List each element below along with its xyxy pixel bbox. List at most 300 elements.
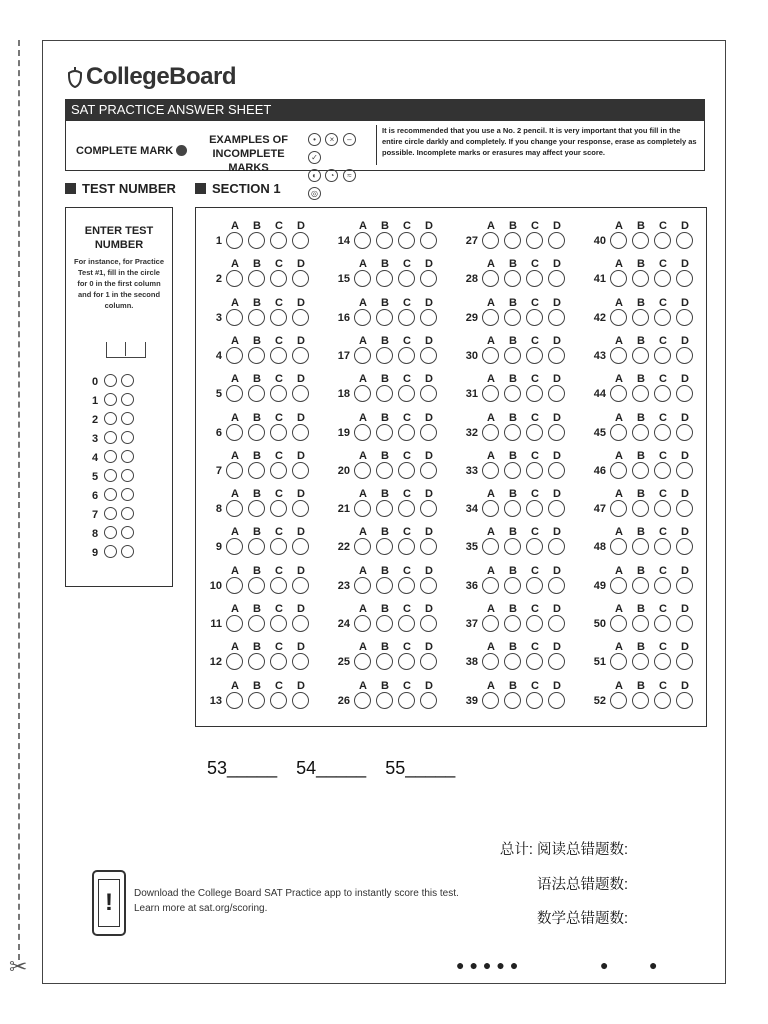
timing-marks-right: ● ●	[600, 957, 663, 973]
bubble-34-a[interactable]	[482, 500, 499, 517]
bubble-20-c[interactable]	[398, 462, 415, 479]
bubble-30-b[interactable]	[504, 347, 521, 364]
bubble-51-c[interactable]	[654, 653, 671, 670]
question-23	[332, 565, 442, 603]
bubble-2-d[interactable]	[292, 270, 309, 287]
choice-letters	[352, 258, 442, 270]
bubble-1-a[interactable]	[226, 232, 243, 249]
choice-letters	[352, 373, 442, 385]
bubble-40-a[interactable]	[610, 232, 627, 249]
digit-bubble-second-column[interactable]	[121, 374, 134, 387]
bubble-41-d[interactable]	[676, 270, 693, 287]
bubble-24-c[interactable]	[398, 615, 415, 632]
bubble-29-d[interactable]	[548, 309, 565, 326]
answer-bubbles	[354, 309, 442, 331]
bubble-52-b[interactable]	[632, 692, 649, 709]
bubble-35-c[interactable]	[526, 538, 543, 555]
choice-letters	[608, 526, 698, 538]
bubble-22-a[interactable]	[354, 538, 371, 555]
bubble-7-b[interactable]	[248, 462, 265, 479]
bubble-37-c[interactable]	[526, 615, 543, 632]
choice-letter: B	[253, 258, 261, 271]
bubble-34-c[interactable]	[526, 500, 543, 517]
bubble-33-d[interactable]	[548, 462, 565, 479]
question-42	[588, 297, 698, 335]
bubble-14-d[interactable]	[420, 232, 437, 249]
bubble-13-c[interactable]	[270, 692, 287, 709]
app-promo-line-1: Download the College Board SAT Practice app to instantly score this test.	[134, 888, 459, 899]
digit-bubble-second-column[interactable]	[121, 526, 134, 539]
bubble-3-d[interactable]	[292, 309, 309, 326]
bubble-33-a[interactable]	[482, 462, 499, 479]
choice-letter: A	[615, 334, 623, 347]
bubble-15-b[interactable]	[376, 270, 393, 287]
bubble-47-c[interactable]	[654, 500, 671, 517]
bubble-7-a[interactable]	[226, 462, 243, 479]
bubble-26-c[interactable]	[398, 692, 415, 709]
choice-letter: A	[487, 258, 495, 271]
bubble-34-d[interactable]	[548, 500, 565, 517]
bubble-28-c[interactable]	[526, 270, 543, 287]
bubble-17-b[interactable]	[376, 347, 393, 364]
bubble-27-a[interactable]	[482, 232, 499, 249]
bubble-35-a[interactable]	[482, 538, 499, 555]
bubble-38-b[interactable]	[504, 653, 521, 670]
bubble-27-c[interactable]	[526, 232, 543, 249]
answer-bubbles	[226, 538, 314, 560]
bubble-12-a[interactable]	[226, 653, 243, 670]
bubble-3-b[interactable]	[248, 309, 265, 326]
bubble-15-d[interactable]	[420, 270, 437, 287]
choice-letter: B	[381, 679, 389, 692]
bubble-10-d[interactable]	[292, 577, 309, 594]
bubble-45-b[interactable]	[632, 424, 649, 441]
bubble-42-b[interactable]	[632, 309, 649, 326]
bubble-8-c[interactable]	[270, 500, 287, 517]
bubble-4-c[interactable]	[270, 347, 287, 364]
bubble-46-d[interactable]	[676, 462, 693, 479]
digit-bubble-second-column[interactable]	[121, 393, 134, 406]
total-math-errors: 数学总错题数:	[536, 911, 628, 927]
bubble-18-c[interactable]	[398, 385, 415, 402]
bubble-37-b[interactable]	[504, 615, 521, 632]
bubble-11-d[interactable]	[292, 615, 309, 632]
bubble-48-c[interactable]	[654, 538, 671, 555]
choice-letters	[608, 220, 698, 232]
choice-letter: C	[531, 220, 539, 232]
question-number: 48	[593, 541, 606, 554]
digit-bubble-first-column[interactable]	[104, 488, 117, 501]
bubble-48-b[interactable]	[632, 538, 649, 555]
bubble-8-d[interactable]	[292, 500, 309, 517]
bubble-31-a[interactable]	[482, 385, 499, 402]
bubble-47-a[interactable]	[610, 500, 627, 517]
choice-letters	[224, 335, 314, 347]
bubble-28-d[interactable]	[548, 270, 565, 287]
bubble-50-b[interactable]	[632, 615, 649, 632]
question-47	[588, 488, 698, 526]
choice-letter: A	[615, 641, 623, 654]
acorn-icon	[66, 66, 84, 88]
bubble-43-d[interactable]	[676, 347, 693, 364]
bubble-22-b[interactable]	[376, 538, 393, 555]
choice-letter: B	[381, 603, 389, 615]
question-16	[332, 297, 442, 335]
bubble-39-d[interactable]	[548, 692, 565, 709]
bubble-43-a[interactable]	[610, 347, 627, 364]
choice-letters	[608, 488, 698, 500]
bubble-25-a[interactable]	[354, 653, 371, 670]
bubble-6-a[interactable]	[226, 424, 243, 441]
bubble-44-b[interactable]	[632, 385, 649, 402]
bubble-5-c[interactable]	[270, 385, 287, 402]
bubble-47-b[interactable]	[632, 500, 649, 517]
bubble-31-d[interactable]	[548, 385, 565, 402]
bubble-31-b[interactable]	[504, 385, 521, 402]
bubble-30-d[interactable]	[548, 347, 565, 364]
bubble-20-d[interactable]	[420, 462, 437, 479]
bubble-49-d[interactable]	[676, 577, 693, 594]
bubble-21-d[interactable]	[420, 500, 437, 517]
question-25	[332, 641, 442, 679]
choice-letter: D	[297, 641, 305, 654]
digit-bubble-first-column[interactable]	[104, 412, 117, 425]
choice-letters	[608, 373, 698, 385]
bubble-21-c[interactable]	[398, 500, 415, 517]
bubble-41-c[interactable]	[654, 270, 671, 287]
bubble-26-b[interactable]	[376, 692, 393, 709]
bubble-41-b[interactable]	[632, 270, 649, 287]
bubble-12-b[interactable]	[248, 653, 265, 670]
bubble-1-c[interactable]	[270, 232, 287, 249]
digit-bubble-second-column[interactable]	[121, 545, 134, 558]
bubble-19-b[interactable]	[376, 424, 393, 441]
digit-bubble-first-column[interactable]	[104, 393, 117, 406]
choice-letter: A	[615, 449, 623, 462]
section-heading: SECTION 1	[195, 181, 281, 196]
bubble-48-a[interactable]	[610, 538, 627, 555]
choice-letter: D	[425, 679, 433, 692]
question-number: 20	[337, 464, 350, 477]
bubble-25-d[interactable]	[420, 653, 437, 670]
bubble-6-d[interactable]	[292, 424, 309, 441]
bubble-35-b[interactable]	[504, 538, 521, 555]
test-number-heading: TEST NUMBER	[65, 181, 176, 196]
bubble-49-c[interactable]	[654, 577, 671, 594]
bubble-17-c[interactable]	[398, 347, 415, 364]
bubble-19-c[interactable]	[398, 424, 415, 441]
bubble-27-d[interactable]	[548, 232, 565, 249]
bubble-51-a[interactable]	[610, 653, 627, 670]
bubble-20-b[interactable]	[376, 462, 393, 479]
bubble-39-c[interactable]	[526, 692, 543, 709]
choice-letter: D	[425, 449, 433, 462]
bubble-29-a[interactable]	[482, 309, 499, 326]
bubble-10-c[interactable]	[270, 577, 287, 594]
bubble-36-d[interactable]	[548, 577, 565, 594]
bubble-27-b[interactable]	[504, 232, 521, 249]
answer-bubbles	[354, 232, 442, 254]
bubble-39-b[interactable]	[504, 692, 521, 709]
bubble-42-d[interactable]	[676, 309, 693, 326]
bubble-16-d[interactable]	[420, 309, 437, 326]
bubble-39-a[interactable]	[482, 692, 499, 709]
bubble-33-c[interactable]	[526, 462, 543, 479]
bubble-51-d[interactable]	[676, 653, 693, 670]
bubble-46-a[interactable]	[610, 462, 627, 479]
bubble-10-b[interactable]	[248, 577, 265, 594]
question-21	[332, 488, 442, 526]
digit-bubble-first-column[interactable]	[104, 526, 117, 539]
choice-letters	[480, 335, 570, 347]
bubble-7-c[interactable]	[270, 462, 287, 479]
bubble-20-a[interactable]	[354, 462, 371, 479]
bubble-50-a[interactable]	[610, 615, 627, 632]
bubble-28-a[interactable]	[482, 270, 499, 287]
complete-mark-example	[76, 145, 187, 157]
choice-letters	[224, 373, 314, 385]
digit-bubble-first-column[interactable]	[104, 469, 117, 482]
bubble-29-b[interactable]	[504, 309, 521, 326]
bubble-43-c[interactable]	[654, 347, 671, 364]
choice-letter: C	[403, 258, 411, 271]
bubble-36-b[interactable]	[504, 577, 521, 594]
bubble-5-a[interactable]	[226, 385, 243, 402]
bubble-43-b[interactable]	[632, 347, 649, 364]
bubble-16-c[interactable]	[398, 309, 415, 326]
bubble-50-d[interactable]	[676, 615, 693, 632]
bubble-12-d[interactable]	[292, 653, 309, 670]
bubble-14-a[interactable]	[354, 232, 371, 249]
question-45	[588, 412, 698, 450]
digit-bubble-first-column[interactable]	[104, 431, 117, 444]
bubble-36-a[interactable]	[482, 577, 499, 594]
bubble-22-d[interactable]	[420, 538, 437, 555]
choice-letter: D	[425, 564, 433, 577]
bubble-2-c[interactable]	[270, 270, 287, 287]
digit-bubble-first-column[interactable]	[104, 545, 117, 558]
bubble-16-b[interactable]	[376, 309, 393, 326]
bubble-8-b[interactable]	[248, 500, 265, 517]
digit-bubble-second-column[interactable]	[121, 488, 134, 501]
bubble-5-d[interactable]	[292, 385, 309, 402]
bubble-2-a[interactable]	[226, 270, 243, 287]
bubble-26-a[interactable]	[354, 692, 371, 709]
digit-bubble-second-column[interactable]	[121, 412, 134, 425]
bubble-17-d[interactable]	[420, 347, 437, 364]
bubble-6-b[interactable]	[248, 424, 265, 441]
bubble-11-b[interactable]	[248, 615, 265, 632]
bubble-1-d[interactable]	[292, 232, 309, 249]
question-53-blank[interactable]: 53_____	[207, 758, 278, 778]
bubble-16-a[interactable]	[354, 309, 371, 326]
choice-letter: D	[553, 679, 561, 692]
bubble-13-b[interactable]	[248, 692, 265, 709]
digit-bubble-second-column[interactable]	[121, 469, 134, 482]
bubble-2-b[interactable]	[248, 270, 265, 287]
bubble-40-b[interactable]	[632, 232, 649, 249]
bubble-15-a[interactable]	[354, 270, 371, 287]
choice-letter: C	[403, 488, 411, 501]
bubble-52-a[interactable]	[610, 692, 627, 709]
bubble-23-b[interactable]	[376, 577, 393, 594]
digit-bubble-first-column[interactable]	[104, 450, 117, 463]
bubble-33-b[interactable]	[504, 462, 521, 479]
question-50	[588, 603, 698, 641]
bubble-11-a[interactable]	[226, 615, 243, 632]
bubble-28-b[interactable]	[504, 270, 521, 287]
bubble-8-a[interactable]	[226, 500, 243, 517]
bubble-10-a[interactable]	[226, 577, 243, 594]
bubble-14-b[interactable]	[376, 232, 393, 249]
question-number: 21	[337, 503, 350, 516]
bubble-32-d[interactable]	[548, 424, 565, 441]
choice-letter: D	[681, 564, 689, 577]
bubble-37-a[interactable]	[482, 615, 499, 632]
bubble-23-d[interactable]	[420, 577, 437, 594]
bubble-17-a[interactable]	[354, 347, 371, 364]
bubble-3-a[interactable]	[226, 309, 243, 326]
bubble-14-c[interactable]	[398, 232, 415, 249]
bubble-48-d[interactable]	[676, 538, 693, 555]
bubble-3-c[interactable]	[270, 309, 287, 326]
digit-bubble-second-column[interactable]	[121, 507, 134, 520]
bubble-21-a[interactable]	[354, 500, 371, 517]
bubble-40-d[interactable]	[676, 232, 693, 249]
bubble-45-c[interactable]	[654, 424, 671, 441]
bubble-32-b[interactable]	[504, 424, 521, 441]
answer-bubbles	[226, 653, 314, 675]
bubble-9-a[interactable]	[226, 538, 243, 555]
bubble-34-b[interactable]	[504, 500, 521, 517]
bubble-40-c[interactable]	[654, 232, 671, 249]
bubble-24-a[interactable]	[354, 615, 371, 632]
bubble-46-c[interactable]	[654, 462, 671, 479]
choice-letters	[480, 526, 570, 538]
digit-bubble-first-column[interactable]	[104, 374, 117, 387]
bubble-50-c[interactable]	[654, 615, 671, 632]
bubble-38-d[interactable]	[548, 653, 565, 670]
bubble-4-d[interactable]	[292, 347, 309, 364]
choice-letter: C	[659, 411, 667, 424]
bubble-11-c[interactable]	[270, 615, 287, 632]
bubble-44-d[interactable]	[676, 385, 693, 402]
bubble-25-c[interactable]	[398, 653, 415, 670]
bubble-13-d[interactable]	[292, 692, 309, 709]
bubble-51-b[interactable]	[632, 653, 649, 670]
bubble-38-a[interactable]	[482, 653, 499, 670]
digit-bubble-first-column[interactable]	[104, 507, 117, 520]
bubble-23-a[interactable]	[354, 577, 371, 594]
bubble-49-b[interactable]	[632, 577, 649, 594]
bubble-42-a[interactable]	[610, 309, 627, 326]
bubble-22-c[interactable]	[398, 538, 415, 555]
bubble-9-b[interactable]	[248, 538, 265, 555]
bubble-52-d[interactable]	[676, 692, 693, 709]
bubble-26-d[interactable]	[420, 692, 437, 709]
bubble-18-b[interactable]	[376, 385, 393, 402]
bubble-1-b[interactable]	[248, 232, 265, 249]
bubble-19-d[interactable]	[420, 424, 437, 441]
bubble-36-c[interactable]	[526, 577, 543, 594]
bubble-37-d[interactable]	[548, 615, 565, 632]
digit-bubble-second-column[interactable]	[121, 450, 134, 463]
bubble-32-c[interactable]	[526, 424, 543, 441]
bubble-19-a[interactable]	[354, 424, 371, 441]
bubble-35-d[interactable]	[548, 538, 565, 555]
choice-letter: D	[553, 373, 561, 386]
question-number: 32	[465, 426, 478, 439]
bubble-45-a[interactable]	[610, 424, 627, 441]
answer-bubbles	[226, 462, 314, 484]
choice-letter: D	[553, 258, 561, 271]
bubble-25-b[interactable]	[376, 653, 393, 670]
choice-letter: A	[487, 488, 495, 501]
bubble-18-a[interactable]	[354, 385, 371, 402]
bubble-9-c[interactable]	[270, 538, 287, 555]
bubble-45-d[interactable]	[676, 424, 693, 441]
bubble-30-c[interactable]	[526, 347, 543, 364]
choice-letter: B	[637, 603, 645, 615]
bubble-21-b[interactable]	[376, 500, 393, 517]
bubble-12-c[interactable]	[270, 653, 287, 670]
digit-bubble-second-column[interactable]	[121, 431, 134, 444]
choice-letter: C	[531, 296, 539, 309]
choice-letter: B	[509, 603, 517, 615]
bubble-15-c[interactable]	[398, 270, 415, 287]
bubble-23-c[interactable]	[398, 577, 415, 594]
bubble-41-a[interactable]	[610, 270, 627, 287]
bubble-44-c[interactable]	[654, 385, 671, 402]
bubble-30-a[interactable]	[482, 347, 499, 364]
choice-letter: C	[403, 373, 411, 386]
bubble-24-b[interactable]	[376, 615, 393, 632]
bubble-47-d[interactable]	[676, 500, 693, 517]
bubble-32-a[interactable]	[482, 424, 499, 441]
bubble-18-d[interactable]	[420, 385, 437, 402]
bubble-44-a[interactable]	[610, 385, 627, 402]
choice-letter: D	[553, 641, 561, 654]
bubble-9-d[interactable]	[292, 538, 309, 555]
choice-letter: D	[297, 603, 305, 615]
bubble-29-c[interactable]	[526, 309, 543, 326]
bubble-42-c[interactable]	[654, 309, 671, 326]
bubble-49-a[interactable]	[610, 577, 627, 594]
choice-letter: D	[681, 220, 689, 232]
question-54-blank[interactable]: 54_____	[296, 758, 367, 778]
bubble-24-d[interactable]	[420, 615, 437, 632]
answer-bubbles	[482, 424, 570, 446]
bubble-46-b[interactable]	[632, 462, 649, 479]
bubble-4-b[interactable]	[248, 347, 265, 364]
choice-letter: B	[509, 526, 517, 539]
extra-questions	[207, 758, 469, 779]
bubble-7-d[interactable]	[292, 462, 309, 479]
choice-letter: D	[681, 373, 689, 386]
bubble-31-c[interactable]	[526, 385, 543, 402]
answer-bubbles	[610, 270, 698, 292]
bubble-38-c[interactable]	[526, 653, 543, 670]
digit-label: 4	[92, 452, 99, 464]
choice-letter: D	[681, 334, 689, 347]
question-55-blank[interactable]: 55_____	[385, 758, 456, 778]
bubble-6-c[interactable]	[270, 424, 287, 441]
answer-bubbles	[354, 347, 442, 369]
bubble-5-b[interactable]	[248, 385, 265, 402]
bubble-52-c[interactable]	[654, 692, 671, 709]
bubble-4-a[interactable]	[226, 347, 243, 364]
bubble-13-a[interactable]	[226, 692, 243, 709]
